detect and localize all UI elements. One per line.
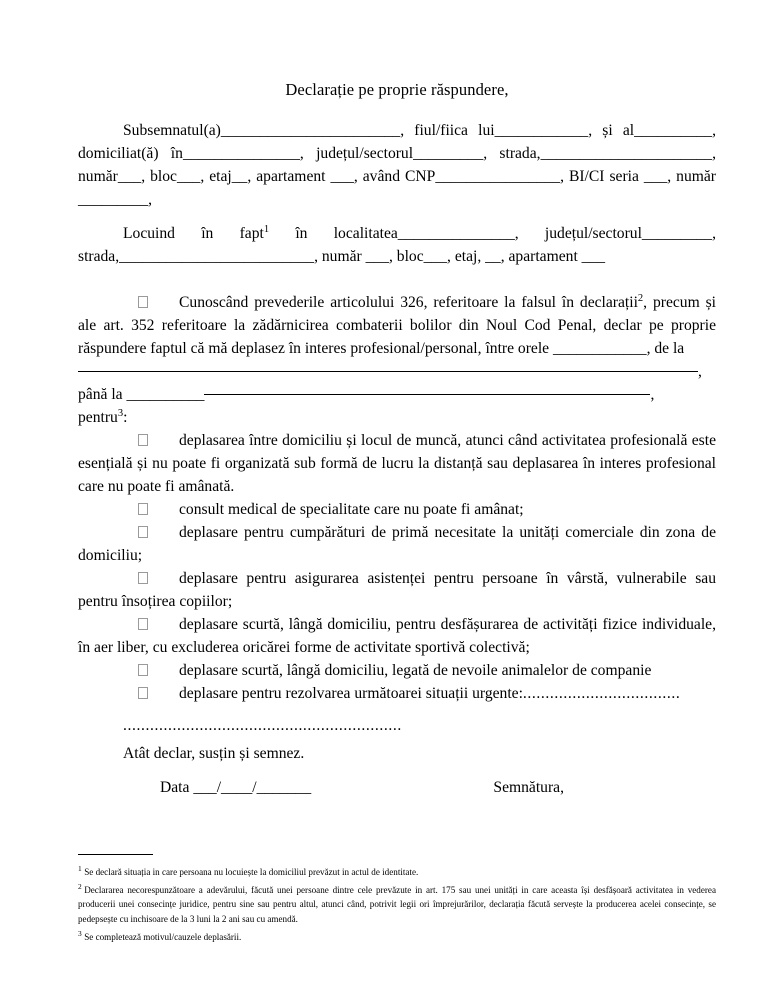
cnp-blank[interactable]: ________________ (435, 168, 561, 185)
empty-checkbox-icon (138, 503, 148, 515)
reason-item[interactable] (78, 567, 716, 613)
spacer (78, 705, 716, 714)
declaration-text-1: Cunoscând prevederile articolului 326, referitoare la falsul în declarații (179, 294, 638, 311)
footnote-text: Se completează motivul/cauzele deplasării. (84, 931, 242, 942)
until-row: până la __________ , (78, 386, 655, 403)
reason-label: deplasare pentru asigurarea asistenței pentru persoane în vârstă, vulnerabile sau pentru însoțirea copiilor; (78, 570, 716, 610)
page-title: Declarație pe proprie răspundere, (285, 80, 509, 99)
reason-item[interactable] (78, 682, 716, 705)
reason-checkbox[interactable] (108, 567, 148, 590)
declaration-checkbox[interactable] (108, 291, 148, 314)
footnote-item (78, 930, 716, 944)
parent-name-blank[interactable]: ____________ (494, 122, 589, 139)
localitatea-label: în localitatea (269, 225, 398, 242)
reason-checkbox[interactable] (108, 659, 148, 682)
empty-checkbox-icon (138, 572, 148, 584)
reason-checkbox[interactable] (108, 429, 148, 452)
residence-strada-label: , strada, (78, 225, 716, 265)
reason-item[interactable] (78, 521, 716, 567)
footnote-ref-3[interactable]: 3 (117, 407, 124, 419)
reason-checkbox[interactable] (108, 521, 148, 544)
closing-statement: Atât declar, susțin și semnez. (123, 745, 305, 762)
identity-paragraph (78, 119, 716, 211)
residence-county-blank[interactable]: _________ (641, 225, 713, 242)
purpose-colon: : (123, 409, 128, 426)
residence-paragraph (78, 222, 716, 268)
residence-locality-blank[interactable]: _______________ (397, 225, 515, 242)
empty-checkbox-icon (138, 664, 148, 676)
reason-checkbox[interactable] (108, 498, 148, 521)
reason-checkbox[interactable] (108, 613, 148, 636)
signature-row (78, 776, 716, 799)
footnote-text: Se declară situația in care persoana nu locuiește la domiciliul prevăzut in actul de identitate. (84, 867, 419, 877)
empty-checkbox-icon (138, 296, 148, 308)
county-blank[interactable]: _________ (413, 145, 484, 162)
until-blank[interactable]: __________ (126, 386, 205, 403)
pana-la-label: până la (78, 386, 123, 403)
reason-label: deplasarea între domiciliu și locul de muncă, atunci când activitatea profesională este esențială și nu poate fi organizată sub formă de lucru la distanță sau deplasarea în interes profesional care nu poate fi amânată. (78, 432, 716, 495)
subsemnatul-label: Subsemnatul(a) (123, 122, 221, 139)
empty-checkbox-icon (138, 434, 148, 446)
reason-checkbox[interactable] (108, 682, 148, 705)
hours-blank[interactable]: ____________ (553, 340, 647, 357)
empty-checkbox-icon (138, 618, 148, 630)
residence-judet-label: , județul/sectorul (514, 225, 642, 242)
empty-checkbox-icon (138, 687, 148, 699)
locality-blank[interactable]: _______________ (182, 145, 300, 162)
spacer (78, 268, 716, 291)
footnote-separator (78, 854, 153, 855)
parent-name2-blank[interactable]: __________ (634, 122, 713, 139)
reason-label: deplasare pentru cumpărături de primă necesitate la unități comerciale din zona de domiciliu; (78, 524, 716, 564)
document-page (78, 0, 716, 994)
address-details-label: , număr___, bloc___, etaj__, apartament ___, având CNP (78, 145, 716, 185)
footnote-marker: 3 (78, 928, 82, 938)
reason-label: deplasare scurtă, lângă domiciliu, legată de nevoile animalelor de companie (179, 662, 652, 679)
footnote-area (78, 854, 716, 948)
reason-label: deplasare scurtă, lângă domiciliu, pentru desfășurarea de activități fizice individuale, în aer liber, cu excluderea oricărei forme de activitate sportivă colectivă; (78, 616, 716, 656)
dela-label: , de la (646, 340, 685, 357)
judet-label: , județul/sectorul (299, 145, 414, 162)
reason-label: deplasare pentru rezolvarea următoarei situații urgente: (179, 685, 523, 702)
bici-label: , BI/CI seria ___, număr _________, (78, 168, 716, 208)
hours-continuation-rule[interactable] (78, 371, 698, 372)
extra-dot-leader: .............................................................. (123, 717, 402, 734)
footnote-marker: 2 (78, 882, 82, 892)
declaration-text-2: , precum și ale art. 352 referitoare la zădărnicirea combaterii bolilor din Noul Cod Penal, declar pe proprie răspundere faptul că mă deplasez în interes profesional/personal, între orele (78, 294, 717, 357)
reason-label: consult medical de specialitate care nu poate fi amânat; (179, 501, 524, 518)
si-al-label: , și al (588, 122, 635, 139)
locuind-label: Locuind în fapt (123, 225, 264, 242)
street-blank[interactable]: ______________________ (540, 145, 713, 162)
name-blank[interactable]: _______________________ (220, 122, 401, 139)
reason-item[interactable] (78, 429, 716, 498)
domiciliat-label: , domiciliat(ă) în (78, 122, 716, 162)
signature-field[interactable]: Semnătura, (493, 779, 564, 796)
hours-continuation-rule-row: , (78, 360, 716, 383)
residence-street-blank[interactable]: _________________________ (119, 248, 315, 265)
pentru-label: pentru (78, 409, 118, 426)
purpose-label-row (78, 406, 716, 429)
reason-item[interactable] (78, 659, 716, 682)
spacer (78, 211, 716, 222)
reason-item[interactable] (78, 613, 716, 659)
footnote-text: Declararea necorespunzătoare a adevărului, făcută unei persoane dintre cele prevăzute in art. 175 sau unei unități in care aceasta își desfășoară activitatea in vederea producerii unei consecințe juridice, pentru sine sau pentru altul, atunci când, potrivit legii ori împrejurărilor, declarația făcută servește la producerea acelei consecințe, se pedepsește cu inchisoare de la 3 luni la 2 ani sau cu amendă. (78, 885, 716, 924)
spacer (78, 101, 716, 119)
declaration-paragraph (78, 291, 716, 360)
extra-dot-line[interactable] (78, 714, 716, 737)
date-field[interactable]: Data ___/____/_______ (160, 779, 312, 796)
footnote-marker: 1 (78, 863, 82, 873)
footnote-list (78, 865, 716, 944)
footnote-item (78, 883, 716, 926)
empty-checkbox-icon (138, 526, 148, 538)
footnote-ref-2[interactable]: 2 (637, 292, 644, 304)
footnote-item (78, 865, 716, 879)
fiul-fiica-label: , fiul/fiica lui (400, 122, 495, 139)
urgent-dot-leader[interactable]: ................................... (522, 685, 681, 702)
footnote-ref-1[interactable]: 1 (263, 223, 270, 235)
strada-label: , strada, (483, 145, 541, 162)
until-continuation-rule[interactable] (204, 394, 650, 395)
residence-details-label: , număr ___, bloc___, etaj, __, apartament ___ (314, 248, 606, 265)
reason-item[interactable] (78, 498, 716, 521)
